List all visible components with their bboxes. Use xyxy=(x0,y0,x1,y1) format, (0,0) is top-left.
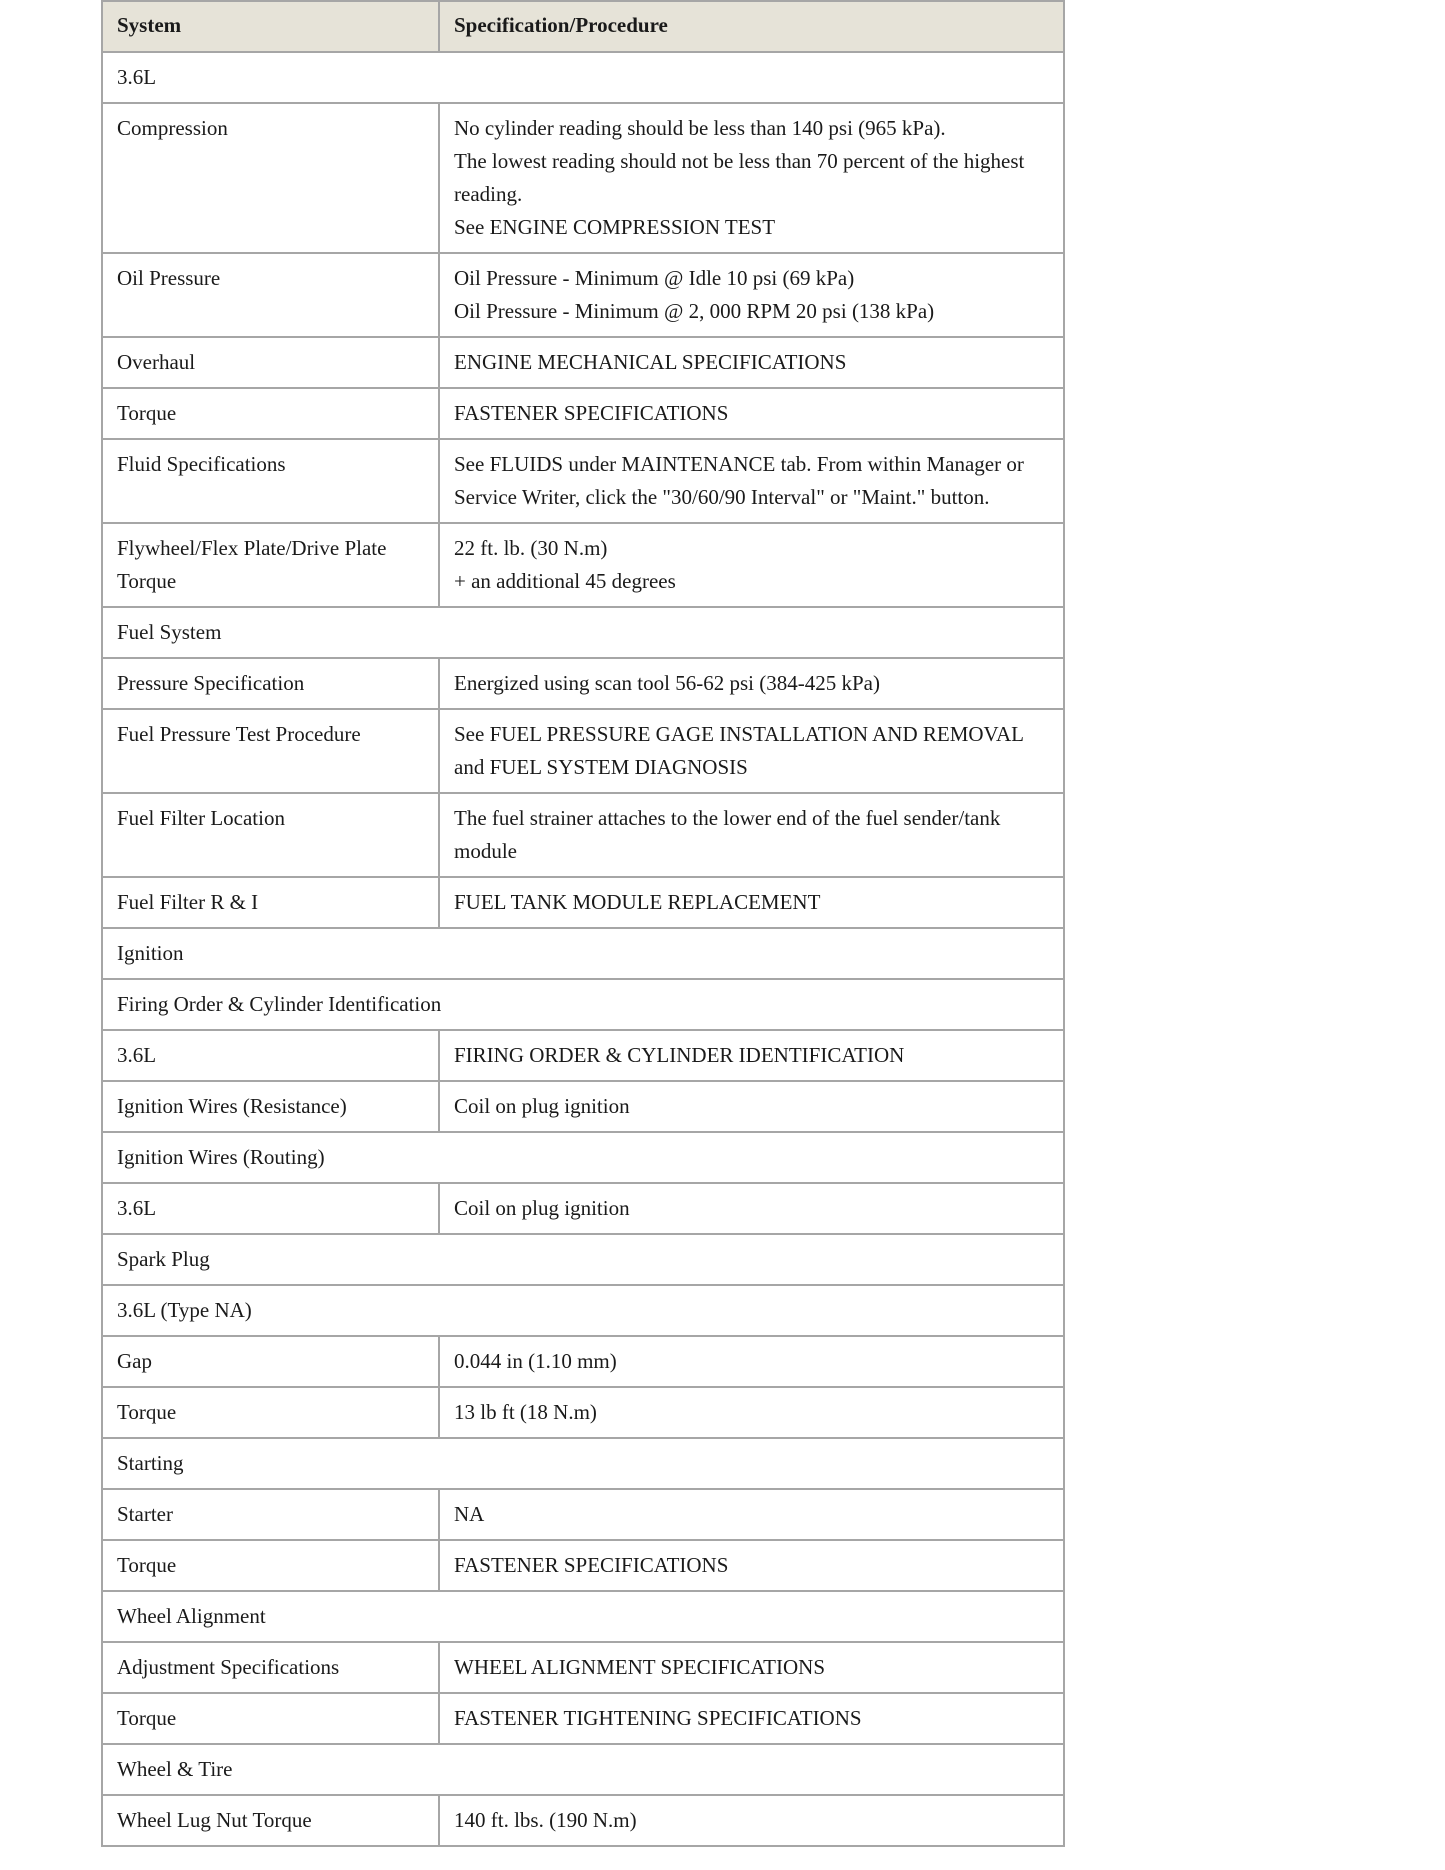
row-value-link[interactable]: FASTENER SPECIFICATIONS xyxy=(439,388,1064,439)
table-row xyxy=(102,1132,1064,1183)
row-label: Ignition Wires (Resistance) xyxy=(102,1081,439,1132)
table-row xyxy=(102,1336,1064,1387)
row-label: 3.6L xyxy=(102,52,1064,103)
row-label: Torque xyxy=(102,388,439,439)
row-value: NA xyxy=(439,1489,1064,1540)
row-label: Adjustment Specifications xyxy=(102,1642,439,1693)
row-value: Coil on plug ignition xyxy=(439,1081,1064,1132)
header-system: System xyxy=(102,1,439,52)
row-value: 140 ft. lbs. (190 N.m) xyxy=(439,1795,1064,1846)
row-value: See FLUIDS under MAINTENANCE tab. From within Manager or Service Writer, click the "30/60/90 Interval" or "Maint." button. xyxy=(439,439,1064,523)
row-value-line: The lowest reading should not be less than 70 percent of the highest reading. xyxy=(454,149,1025,206)
table-row xyxy=(102,1591,1064,1642)
table-row xyxy=(102,337,1064,388)
row-label: Gap xyxy=(102,1336,439,1387)
row-label: Flywheel/Flex Plate/Drive Plate Torque xyxy=(102,523,439,607)
row-value: The fuel strainer attaches to the lower end of the fuel sender/tank module xyxy=(439,793,1064,877)
row-label: Torque xyxy=(102,1540,439,1591)
row-value-link[interactable]: FIRING ORDER & CYLINDER IDENTIFICATION xyxy=(439,1030,1064,1081)
row-value-line: Oil Pressure - Minimum @ 2, 000 RPM 20 psi (138 kPa) xyxy=(454,299,935,323)
row-value-link[interactable]: FASTENER SPECIFICATIONS xyxy=(439,1540,1064,1591)
table-row xyxy=(102,388,1064,439)
row-value-line: No cylinder reading should be less than 140 psi (965 kPa). xyxy=(454,116,946,140)
row-label: Starter xyxy=(102,1489,439,1540)
section-heading: Wheel & Tire xyxy=(102,1744,1064,1795)
row-value-line: See ENGINE COMPRESSION TEST xyxy=(454,215,776,239)
table-row xyxy=(102,1285,1064,1336)
row-label: Wheel Lug Nut Torque xyxy=(102,1795,439,1846)
section-heading: Wheel Alignment xyxy=(102,1591,1064,1642)
table-row xyxy=(102,793,1064,877)
row-value-link[interactable]: See FUEL PRESSURE GAGE INSTALLATION AND REMOVAL and FUEL SYSTEM DIAGNOSIS xyxy=(439,709,1064,793)
table-row xyxy=(102,928,1064,979)
subsection-heading: Ignition Wires (Routing) xyxy=(102,1132,1064,1183)
table-row xyxy=(102,253,1064,337)
table-row xyxy=(102,658,1064,709)
row-label: Oil Pressure xyxy=(102,253,439,337)
header-specification: Specification/Procedure xyxy=(439,1,1064,52)
row-value xyxy=(439,523,1064,607)
table-row xyxy=(102,1081,1064,1132)
row-value-line: + an additional 45 degrees xyxy=(454,569,676,593)
row-label: Overhaul xyxy=(102,337,439,388)
section-heading: Ignition xyxy=(102,928,1064,979)
table-row xyxy=(102,709,1064,793)
table-row xyxy=(102,607,1064,658)
table-row xyxy=(102,877,1064,928)
row-value-line: 22 ft. lb. (30 N.m) xyxy=(454,536,608,560)
table-row xyxy=(102,1540,1064,1591)
section-heading: Fuel System xyxy=(102,607,1064,658)
row-value-link[interactable]: WHEEL ALIGNMENT SPECIFICATIONS xyxy=(439,1642,1064,1693)
row-label: Fuel Pressure Test Procedure xyxy=(102,709,439,793)
row-label: Fuel Filter R & I xyxy=(102,877,439,928)
table-row xyxy=(102,52,1064,103)
row-value-link[interactable]: FASTENER TIGHTENING SPECIFICATIONS xyxy=(439,1693,1064,1744)
table-row xyxy=(102,523,1064,607)
row-label: Fuel Filter Location xyxy=(102,793,439,877)
specifications-table xyxy=(101,0,1065,1847)
row-value: 13 lb ft (18 N.m) xyxy=(439,1387,1064,1438)
table-row xyxy=(102,103,1064,253)
row-value: Coil on plug ignition xyxy=(439,1183,1064,1234)
row-label: Torque xyxy=(102,1387,439,1438)
row-value xyxy=(439,253,1064,337)
table-row xyxy=(102,1387,1064,1438)
section-heading: Spark Plug xyxy=(102,1234,1064,1285)
row-value-link[interactable]: FUEL TANK MODULE REPLACEMENT xyxy=(439,877,1064,928)
row-label: Torque xyxy=(102,1693,439,1744)
table-row xyxy=(102,1234,1064,1285)
table-header-row xyxy=(102,1,1064,52)
table-row xyxy=(102,1642,1064,1693)
table-row xyxy=(102,1744,1064,1795)
row-label: Compression xyxy=(102,103,439,253)
row-label: Fluid Specifications xyxy=(102,439,439,523)
row-label: Pressure Specification xyxy=(102,658,439,709)
table-row xyxy=(102,439,1064,523)
table-row xyxy=(102,1489,1064,1540)
row-value-line: Oil Pressure - Minimum @ Idle 10 psi (69 kPa) xyxy=(454,266,855,290)
table-row xyxy=(102,1030,1064,1081)
row-value: 0.044 in (1.10 mm) xyxy=(439,1336,1064,1387)
section-heading: Starting xyxy=(102,1438,1064,1489)
table-row xyxy=(102,1693,1064,1744)
subsection-heading: 3.6L (Type NA) xyxy=(102,1285,1064,1336)
row-value: Energized using scan tool 56-62 psi (384-425 kPa) xyxy=(439,658,1064,709)
row-label: 3.6L xyxy=(102,1030,439,1081)
table-row xyxy=(102,1795,1064,1846)
row-value xyxy=(439,103,1064,253)
table-row xyxy=(102,979,1064,1030)
table-row xyxy=(102,1438,1064,1489)
table-row xyxy=(102,1183,1064,1234)
row-label: 3.6L xyxy=(102,1183,439,1234)
subsection-heading: Firing Order & Cylinder Identification xyxy=(102,979,1064,1030)
row-value-link[interactable]: ENGINE MECHANICAL SPECIFICATIONS xyxy=(439,337,1064,388)
